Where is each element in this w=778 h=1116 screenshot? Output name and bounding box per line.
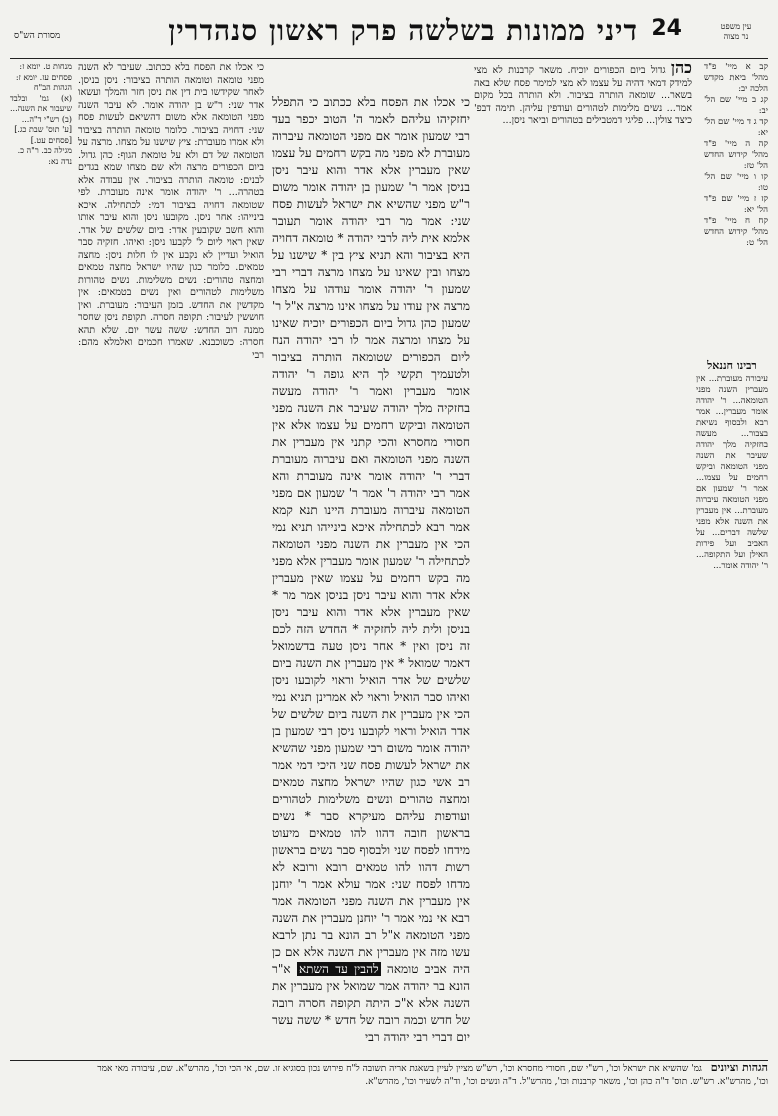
rabbeinu-title: רבינו חננאל xyxy=(707,359,757,372)
mesoret-title: מסורת הש"ס xyxy=(14,31,61,41)
ein-mishpat-column: קב א מיי' פ"ד מהל' ביאת מקדש הלכה יב: קג ב מיי' שם הל' יב: קד ג ד מיי' שם הל' יא: קה ה מיי' פ"ד מהל' קידוש החדש הל' טז: קו ו מיי' שם הל' טו: קז ז מיי' שם פ"ד הל' יא: קח ח מיי' פ"ד מהל' קידוש החדש הל' ט: xyxy=(704,62,768,248)
bottom-notes-line2: וכו', מהרש"א. רש"ש. תוס' ד"ה כהן וכו', משאר קרבנות וכו', מהרש"ל. ד"ה ונשים וכו', וד"ה לשעיר וכו', מהרש"א. xyxy=(365,1077,768,1087)
tosfot-text: גדול ביום הכפורים יוכיח. משאר קרבנות לא מצי למידק דמאי דהיה על עצמו לא מצי למימר פסח שלא באה בשאר... שומאה הותרה בציבור. ולא הותרה בכל מקום אמר... נשים מלימות לטהורים ועודפין עליהן. תימה דבפ' כיצד צולין... פליגי דמטבילים בטהורים וביאר ניסן... xyxy=(474,65,692,126)
gemara-column xyxy=(272,94,470,1044)
rabbeinu-text: עיבורה מעוברת... אין מעברין השנה מפני הטומאה... ר' יהודה אומר מעברין... אמר רבא ולבסוף נשיאת בצבור... מעשה בחזקיה מלך יהודה שעיבר את השנה מפני הטומאה וביקש רחמים על עצמו... אמר ר' שמעון אם מפני הטומאה עיברוה מעוברת... אין מעברין את השנה אלא מפני שלשה דברים... על האביב ועל פירות האילן ועל התקופה... ר' יהודה אומר... xyxy=(696,374,768,571)
ein-mishpat-title: עין משפט נר מצוה xyxy=(720,22,752,41)
bottom-notes-line1: גמ' שהשיא את ישראל וכו', רש"י שם, חסורי מחסרא וכו', רש"ש מציין לעיין בשאגת אריה תשובה ל"ח פירוש נכון בסוגיא זו. שם, אי הכי וכו', מהרש"א. שם, עיבורה מאי אמר xyxy=(97,1064,702,1074)
tosfot-column xyxy=(474,58,692,352)
highlighted-phrase: להבין עד השתא xyxy=(298,962,379,976)
rashi-text: כי אכלו את הפסח בלא ככתוב. שעיבר לא השנה מפני טומאה וטומאה הותרה בציבור: ניסן בניסן. לאחר שקידשו בית דין את ניסן חזר והמלך ועשאו אדר שני: ר"ש בן יהודה אומר. לא עיבר השנה מפני הטומאה אלא משום דהשיאם לעשות פסח שני: דחויה בציבור. כלומר טומאה הותרה בציבור ולא אמרו מעוברת: ציץ שישנו על מצחו. מרצה על הטומאה של דם ולא על טומאת הגוף: כהן גדול. ביום הכפורים מרצה ולא שם מצחו שמא בגדים לבנים: טומאה הותרה בציבור. אין עבודה אלא בטהרה... ר' יהודה אומר אינה מעוברת. לפי שטומאה דחויה בציבור דמי: לכתחילה. איכא בינייהו: אחר ניסן. מקובעו ניסן והוא עיבר אותו והוא חשב שקובעין אדר: ביום שלשים של אדר. שאין ראוי ליום ל' לקבעו ניסן: ואיהו. חזקיה סבר הואיל ועדיין לא נקבע אין לו חלות ניסן: מחצה טמאים. כלומר כגון שהיו ישראל מחצה טמאים ומחצה טהורים: נשים משלימות. נשים טהורות משלימות לטהורים ואין נשים בטמאים: אין מקדשין את החדש. בזמן העיבור: מעוברת. ואין חוששין לעיבור: תקופה חסרה. תקופת ניסן שחסר ממנה רוב החדש: ששה עשר יום. שלא תהא חסרה: כשוכבנא. שאמרו חכמים ואלמלא מהם: רבי xyxy=(78,62,264,361)
header-divider xyxy=(10,58,768,59)
mesoret-hashas-column: מנחות ט. יומא ז: פסחים עז. יומא ז: הגהות הב"ח (א) גמ' ובלבד שיעבור את השנה... (ב) רש"י ד"ה... [ע' תוס' שבת כג.] [פסחים עט.] מגילה כב. ר"ה כ. נדה נא: xyxy=(10,62,72,166)
page-title: דיני ממונות בשלשה פרק ראשון סנהדרין xyxy=(168,14,638,47)
tosfot-label: כהן xyxy=(670,58,692,77)
gemara-text: כי אכלו את הפסח בלא ככתוב כי התפלל יחזקיהו עליהם לאמר ה' הטוב יכפר בעד רבי שמעון אומר אם מפני הטומאה עיברוה מעוברת לא מפני מה בקש רחמים על עצמו שאין מעברין אלא אדר והוא עיבר ניסן בניסן אמר ר' שמעון בן יהודה אומר משום ר"ש מפני שהשיא את ישראל לעשות פסח שני: אמר מר רבי יהודה אומר תעובר אלמא אית ליה לרבי יהודה * טומאה דחויה היא בציבור והא תניא ציץ בין * שישנו על מצחו ובין שאינו על מצחו מרצה דברי רבי שמעון ר' יהודה אומר עודהו על מצחו מרצה אין עודו על מצחו אינו מרצה א"ל ר' שמעון כהן גדול ביום הכפורים יוכיח שאינו על מצחו ומרצה אמר לו רבי יהודה הנח ליום הכפורים שטומאה הותרה בציבור ולטעמיך תקשי לך היא גופה ר' יהודה אומר מעברין ואמר ר' יהודה מעשה בחזקיה מלך יהודה שעיבר את השנה מפני הטומאה וביקש רחמים על עצמו אלא אין חסורי מחסרא והכי קתני אין מעברין את השנה מפני הטומאה ואם עיברוה מעוברת דברי ר' יהודה אומר אינה מעוברת והא אמר רבי יהודה ר' אמר ר' שמעון אם מפני הטומאה עיברוה מעוברת היינו תנא קמא אמר רבא לכתחילה איכא בינייהו תניא נמי הכי אין מעברין את השנה מפני הטומאה לכתחילה ר' שמעון אומר מעברין אלא מפני מה בקש רחמים על עצמו שאין מעברין אלא אדר והוא עיבר ניסן בניסן אמר מר * שאין מעברין אלא אדר והוא עיבר ניסן בניסן ולית ליה לחזקיה * החדש הזה לכם זה ניסן ואין * אחר ניסן טעה בדשמואל דאמר שמואל * אין מעברין את השנה ביום שלשים של אדר הואיל וראוי לקובעו ניסן ואיהו סבר הואיל וראוי לא אמרינן תניא נמי הכי אין מעברין את השנה ביום שלשים של אדר הואיל וראוי לקובעו ניסן רבי שמעון בן יהודה אומר משום רבי שמעון מפני שהשיא את ישראל לעשות פסח שני היכי דמי אמר רב אשי כגון שהיו ישראל מחצה טמאים ומחצה טהורים ונשים משלימות לטהורים ועודפות עליהם מעיקרא סבר * נשים בראשון חובה דהוו להו טמאים מיעוט מידחו לפסח שני ולבסוף סבר נשים בראשון רשות דהוו להו טמאים רובא ורובא לא מדחו לפסח שני: אמר עולא אמר ר' יוחנן אין מעברין את השנה מפני הטומאה אמר רבא אי נמי אמר ר' יוחנן מעברין את השנה מפני הטומאה א"ל רב הונא בר נתן לרבא עשו מזה אין מעברין את השנה אלא אם כן היה אביב טומאה xyxy=(272,95,470,976)
rabbeinu-chananel-column xyxy=(696,360,768,1030)
rashi-column xyxy=(78,62,264,1080)
page-number: 24 xyxy=(651,16,682,41)
hagahot-label: הגהות וציונים xyxy=(710,1061,768,1074)
page-header xyxy=(10,12,768,54)
bottom-notes xyxy=(10,1060,768,1105)
gemara-text-end: א"ר הונא בר יהודה אמר שמואל אין מעברין את השנה אלא א"כ היתה תקופה חסרה רובה של חדש וכמה רובה של חדש * ששה עשר יום דברי רבי יהודה רבי xyxy=(272,962,470,1044)
